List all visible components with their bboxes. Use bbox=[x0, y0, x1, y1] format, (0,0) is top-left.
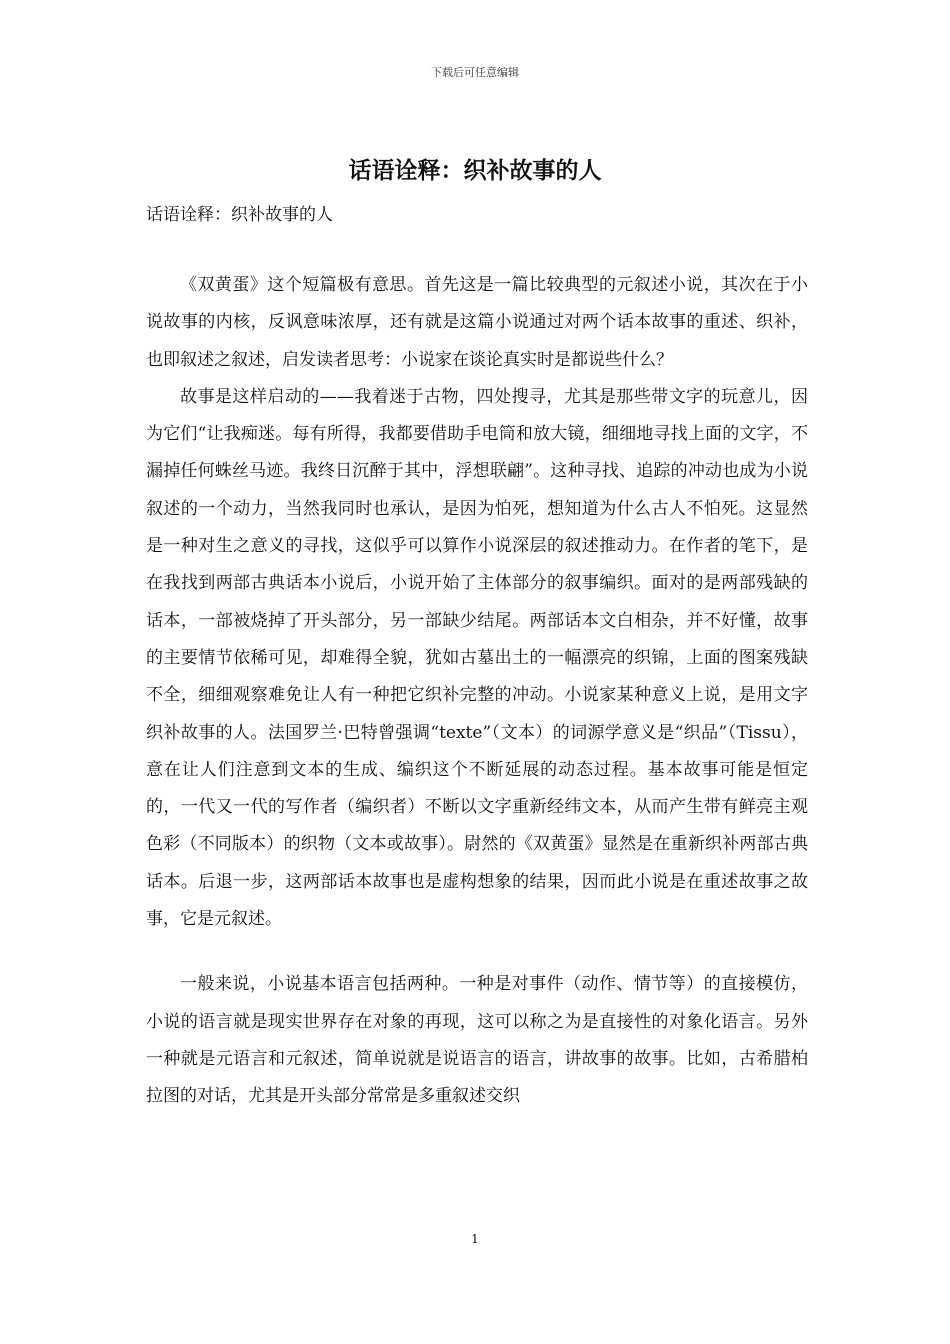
paragraph-3: 一般来说，小说基本语言包括两种。一种是对事件（动作、情节等）的直接模仿，小说的语言就是现实世界存在对象的再现，这可以称之为是直接性的对象化语言。另外一种就是元语言和元叙述，简单说就是说语言的语言，讲故事的故事。比如，古希腊柏拉图的对话，尤其是开头部分常常是多重叙述交织 bbox=[146, 974, 808, 1107]
paragraph-1: 《双黄蛋》这个短篇极有意思。首先这是一篇比较典型的元叙述小说，其次在于小说故事的内核，反讽意味浓厚，还有就是这篇小说通过对两个话本故事的重述、织补，也即叙述之叙述，启发读者思考：小说家在谈论真实时是都说些什么？ bbox=[146, 275, 808, 370]
document-subtitle: 话语诠释：织补故事的人 bbox=[146, 205, 333, 225]
paragraph-2: 故事是这样启动的——我着迷于古物，四处搜寻，尤其是那些带文字的玩意儿，因为它们“让我痴迷。每有所得，我都要借助手电筒和放大镜，细细地寻找上面的文字，不漏掉任何蛛丝马迹。我终日沉醉于其中，浮想联翩”。这种寻找、追踪的冲动也成为小说叙述的一个动力，当然我同时也承认，是因为怕死，想知道为什么古人不怕死。这显然是一种对生之意义的寻找，这似乎可以算作小说深层的叙述推动力。在作者的笔下，是在我找到两部古典话本小说后，小说开始了主体部分的叙事编织。面对的是两部残缺的话本，一部被烧掉了开头部分，另一部缺少结尾。两部话本文白相杂，并不好懂，故事的主要情节依稀可见，却难得全貌，犹如古墓出土的一幅漂亮的织锦，上面的图案残缺不全，细细观察难免让人有一种把它织补完整的冲动。小说家某种意义上说，是用文字织补故事的人。法国罗兰·巴特曾强调“texte”（文本）的词源学意义是“织品”（Tissu），意在让人们注意到文本的生成、编织这个不断延展的动态过程。基本故事可能是恒定的，一代又一代的写作者（编织者）不断以文字重新经纬文本，从而产生带有鲜亮主观色彩（不同版本）的织物（文本或故事）。尉然的《双黄蛋》显然是在重新织补两部古典话本。后退一步，这两部话本故事也是虚构想象的结果，因而此小说是在重述故事之故事，它是元叙述。 bbox=[146, 386, 808, 930]
document-title: 话语诠释：织补故事的人 bbox=[348, 157, 602, 184]
document-body bbox=[146, 267, 808, 1144]
page-header-note: 下载后可任意编辑 bbox=[431, 66, 519, 79]
page-number: 1 bbox=[471, 1232, 479, 1246]
